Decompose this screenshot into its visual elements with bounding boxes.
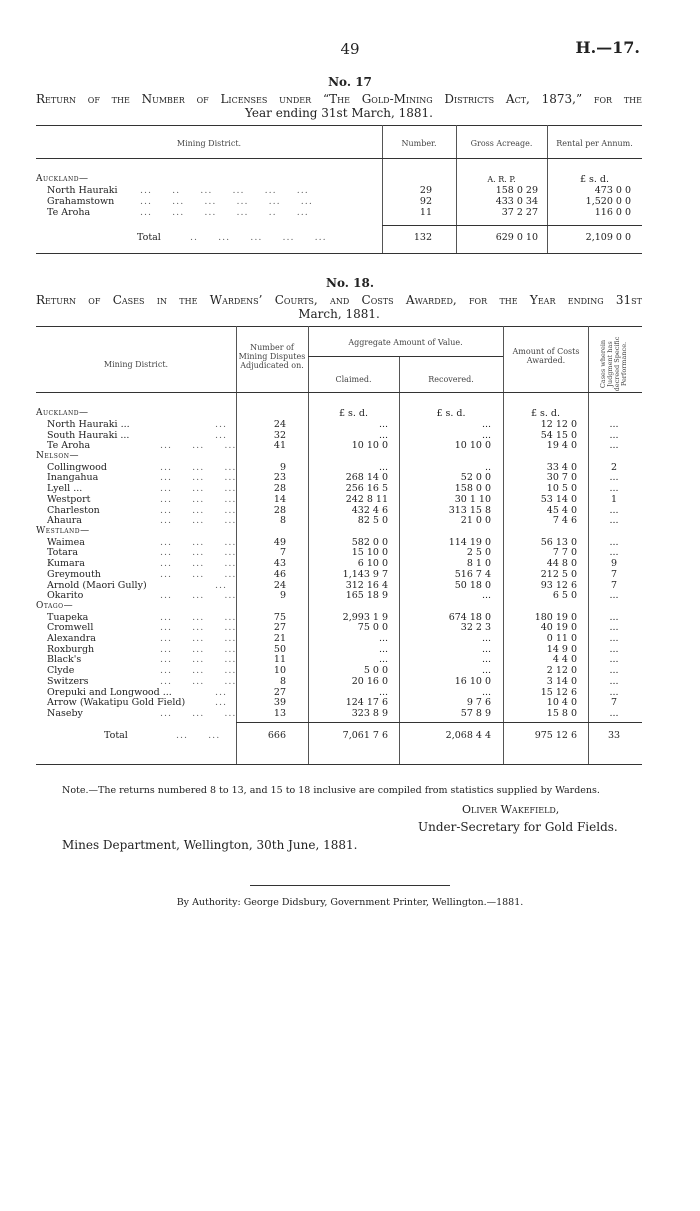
table17-col-acreage: Gross Acreage. bbox=[470, 139, 533, 148]
row-recovered: 57 8 9 bbox=[460, 708, 491, 719]
row-district: Okarito bbox=[47, 590, 84, 601]
row-claimed: 242 8 11 bbox=[345, 494, 388, 505]
leader-dots: ... ... bbox=[176, 730, 221, 741]
row-disputes: 41 bbox=[273, 440, 286, 451]
group-row bbox=[0, 451, 700, 462]
row-recovered: 2 5 0 bbox=[466, 547, 491, 558]
row-district: North Hauraki ... bbox=[47, 419, 130, 430]
row-district: Orepuki and Longwood ... bbox=[47, 687, 172, 698]
row-disputes: 28 bbox=[273, 505, 286, 516]
row-costs: 4 4 0 bbox=[552, 654, 577, 665]
row-district: Totara bbox=[47, 547, 79, 558]
row-claimed: 165 18 9 bbox=[345, 590, 388, 601]
row-district: Tuapeka bbox=[47, 612, 89, 623]
row-recovered: 52 0 0 bbox=[460, 472, 491, 483]
row-rental: 116 0 0 bbox=[594, 207, 631, 218]
row-recovered: 21 0 0 bbox=[460, 515, 491, 526]
total-disputes: 666 bbox=[267, 730, 286, 741]
row-costs: 12 12 0 bbox=[540, 419, 577, 430]
signatory-title: Under-Secretary for Gold Fields. bbox=[418, 820, 618, 834]
table-row bbox=[0, 558, 700, 569]
row-cases: ... bbox=[609, 687, 619, 698]
row-cases: ... bbox=[609, 440, 619, 451]
row-cases: ... bbox=[609, 547, 619, 558]
row-disputes: 7 bbox=[279, 547, 286, 558]
table18-col-recovered: Recovered. bbox=[428, 375, 474, 384]
row-claimed: ... bbox=[378, 462, 388, 473]
table-row bbox=[0, 207, 700, 218]
row-recovered: 516 7 4 bbox=[454, 569, 491, 580]
total-label: Total bbox=[137, 232, 161, 243]
table17-total-rule bbox=[382, 225, 642, 226]
row-recovered: 9 7 6 bbox=[466, 697, 491, 708]
row-claimed: 256 16 5 bbox=[345, 483, 388, 494]
row-costs: 15 12 6 bbox=[540, 687, 577, 698]
row-district: North Hauraki bbox=[47, 185, 118, 196]
row-district: Te Aroha bbox=[47, 440, 91, 451]
table18-aggregate-rule bbox=[308, 356, 503, 357]
row-district: Clyde bbox=[47, 665, 75, 676]
row-claimed: ... bbox=[378, 687, 388, 698]
row-recovered: .. bbox=[484, 462, 491, 473]
leader-dots: ... bbox=[215, 687, 228, 698]
total-number: 132 bbox=[413, 232, 432, 243]
leader-dots: ... ... ... bbox=[160, 440, 237, 451]
table-row bbox=[0, 440, 700, 451]
table18-col-cases bbox=[588, 328, 640, 392]
row-claimed: ... bbox=[378, 419, 388, 430]
leader-dots: .. ... ... ... ... bbox=[190, 232, 327, 243]
row-district: Te Aroha bbox=[47, 207, 91, 218]
row-recovered: 114 19 0 bbox=[448, 537, 491, 548]
row-cases: 7 bbox=[610, 697, 618, 708]
row-disputes: 50 bbox=[273, 644, 286, 655]
leader-dots: ... .. ... ... ... ... bbox=[140, 185, 309, 196]
row-disputes: 10 bbox=[273, 665, 286, 676]
table17-unit-rental: £ s. d. bbox=[579, 174, 610, 185]
row-cases: ... bbox=[609, 419, 619, 430]
leader-dots: ... bbox=[215, 430, 228, 441]
table18-number: No. 18. bbox=[326, 276, 374, 290]
row-recovered: ... bbox=[481, 687, 491, 698]
row-recovered: ... bbox=[481, 430, 491, 441]
row-recovered: 10 10 0 bbox=[454, 440, 491, 451]
cases-header-text: Cases wherein Judgment has decreed Specific Performance. bbox=[599, 336, 628, 392]
row-acreage: 37 2 27 bbox=[501, 207, 538, 218]
row-disputes: 49 bbox=[273, 537, 286, 548]
unit-recovered: £ s. d. bbox=[436, 408, 466, 419]
leader-dots: ... ... ... bbox=[160, 665, 237, 676]
row-cases: ... bbox=[609, 590, 619, 601]
group-row bbox=[0, 526, 700, 537]
row-district: Arnold (Maori Gully) bbox=[47, 580, 147, 591]
row-acreage: 433 0 34 bbox=[495, 196, 538, 207]
row-recovered: 32 2 3 bbox=[460, 622, 491, 633]
table-row bbox=[0, 196, 700, 207]
row-district: Kumara bbox=[47, 558, 85, 569]
document-reference: H.—17. bbox=[575, 38, 640, 57]
table18-col-district: Mining District. bbox=[103, 360, 169, 369]
row-costs: 44 8 0 bbox=[546, 558, 577, 569]
row-cases: ... bbox=[609, 654, 619, 665]
row-disputes: 27 bbox=[273, 622, 286, 633]
row-district: Naseby bbox=[47, 708, 83, 719]
row-recovered: ... bbox=[481, 419, 491, 430]
row-claimed: 5 0 0 bbox=[363, 665, 388, 676]
unit-costs: £ s. d. bbox=[530, 408, 561, 419]
leader-dots: ... ... ... bbox=[160, 676, 237, 687]
row-claimed: 124 17 6 bbox=[345, 697, 388, 708]
place-date: Mines Department, Wellington, 30th June, 1881. bbox=[62, 838, 358, 852]
row-cases: ... bbox=[609, 708, 619, 719]
row-district: Arrow (Wakatipu Gold Field) bbox=[47, 697, 186, 708]
leader-dots: ... ... ... bbox=[160, 654, 237, 665]
leader-dots: ... ... ... bbox=[160, 472, 237, 483]
row-number: 92 bbox=[419, 196, 432, 207]
table18-bottom-rule bbox=[36, 764, 642, 765]
signatory-name: Oliver Wakefield, bbox=[462, 803, 560, 816]
row-cases: 7 bbox=[610, 569, 618, 580]
table17-header-rule bbox=[36, 158, 642, 159]
row-district: Roxburgh bbox=[47, 644, 95, 655]
leader-dots: ... ... ... bbox=[160, 633, 237, 644]
row-recovered: 30 1 10 bbox=[454, 494, 491, 505]
table18-total-row bbox=[0, 730, 700, 741]
leader-dots: ... ... ... bbox=[160, 569, 237, 580]
row-district: Grahamstown bbox=[47, 196, 115, 207]
row-recovered: 8 1 0 bbox=[466, 558, 491, 569]
row-recovered: ... bbox=[481, 633, 491, 644]
row-disputes: 11 bbox=[273, 654, 286, 665]
row-claimed: 2,993 1 9 bbox=[342, 612, 388, 623]
row-district: Ahaura bbox=[47, 515, 82, 526]
row-costs: 15 8 0 bbox=[546, 708, 577, 719]
row-district: Alexandra bbox=[47, 633, 96, 644]
leader-dots: ... ... ... bbox=[160, 505, 237, 516]
table-row bbox=[0, 654, 700, 665]
row-claimed: 20 16 0 bbox=[351, 676, 388, 687]
row-district: Black's bbox=[47, 654, 82, 665]
row-claimed: 6 10 0 bbox=[357, 558, 388, 569]
row-claimed: ... bbox=[378, 430, 388, 441]
row-disputes: 9 bbox=[279, 590, 286, 601]
row-rental: 473 0 0 bbox=[594, 185, 631, 196]
row-costs: 212 5 0 bbox=[540, 569, 577, 580]
table-row bbox=[0, 419, 700, 430]
row-rental: 1,520 0 0 bbox=[585, 196, 631, 207]
row-disputes: 75 bbox=[273, 612, 286, 623]
row-cases: ... bbox=[609, 665, 619, 676]
table17-top-rule bbox=[36, 125, 642, 126]
table17-units-row bbox=[0, 174, 700, 185]
table17-col-rental: Rental per Annum. bbox=[556, 139, 633, 148]
row-disputes: 21 bbox=[273, 633, 286, 644]
leader-dots: ... ... ... bbox=[160, 590, 237, 601]
row-costs: 6 5 0 bbox=[552, 590, 577, 601]
row-cases: ... bbox=[609, 676, 619, 687]
row-cases: 1 bbox=[610, 494, 618, 505]
group-row bbox=[0, 601, 700, 612]
table18-col-claimed: Claimed. bbox=[335, 375, 372, 384]
row-claimed: ... bbox=[378, 633, 388, 644]
table-row bbox=[0, 547, 700, 558]
row-disputes: 9 bbox=[279, 462, 286, 473]
group-label: Westland— bbox=[36, 526, 90, 536]
table17-group-label: Auckland— bbox=[36, 174, 89, 184]
table18-header-rule bbox=[36, 392, 642, 393]
row-costs: 2 12 0 bbox=[546, 665, 577, 676]
row-costs: 7 4 6 bbox=[552, 515, 577, 526]
row-cases: 7 bbox=[610, 580, 618, 591]
row-costs: 40 19 0 bbox=[540, 622, 577, 633]
row-costs: 180 19 0 bbox=[534, 612, 577, 623]
leader-dots: ... ... ... ... .. ... bbox=[140, 207, 309, 218]
row-claimed: 75 0 0 bbox=[357, 622, 388, 633]
table17-title bbox=[36, 92, 642, 120]
row-claimed: ... bbox=[378, 644, 388, 655]
total-cases: 33 bbox=[607, 730, 621, 741]
row-district: Cromwell bbox=[47, 622, 94, 633]
row-district: Charleston bbox=[47, 505, 100, 516]
row-disputes: 32 bbox=[273, 430, 286, 441]
table-row bbox=[0, 676, 700, 687]
leader-dots: ... ... ... bbox=[160, 547, 237, 558]
row-cases: 2 bbox=[610, 462, 618, 473]
row-claimed: 432 4 6 bbox=[351, 505, 388, 516]
group-label: Auckland— bbox=[36, 408, 89, 418]
row-district: Greymouth bbox=[47, 569, 101, 580]
row-costs: 10 4 0 bbox=[546, 697, 577, 708]
leader-dots: ... ... ... bbox=[160, 558, 237, 569]
row-cases: ... bbox=[609, 612, 619, 623]
row-disputes: 14 bbox=[273, 494, 286, 505]
row-cases: ... bbox=[609, 537, 619, 548]
row-costs: 93 12 6 bbox=[540, 580, 577, 591]
table-row bbox=[0, 622, 700, 633]
table-row bbox=[0, 590, 700, 601]
row-district: South Hauraki ... bbox=[47, 430, 130, 441]
row-cases: ... bbox=[609, 515, 619, 526]
row-disputes: 28 bbox=[273, 483, 286, 494]
row-disputes: 23 bbox=[273, 472, 286, 483]
row-claimed: 582 0 0 bbox=[351, 537, 388, 548]
table18-col-aggregate: Aggregate Amount of Value. bbox=[348, 338, 463, 347]
table18-total-rule bbox=[236, 722, 642, 723]
row-disputes: 8 bbox=[279, 515, 286, 526]
row-disputes: 46 bbox=[273, 569, 286, 580]
page-number: 49 bbox=[340, 40, 360, 58]
row-claimed: 82 5 0 bbox=[357, 515, 388, 526]
table18-col-costs: Amount of Costs Awarded. bbox=[512, 347, 580, 365]
row-recovered: 674 18 0 bbox=[448, 612, 491, 623]
table-row bbox=[0, 708, 700, 719]
row-district: Inangahua bbox=[47, 472, 99, 483]
leader-dots: ... ... ... bbox=[160, 644, 237, 655]
row-district: Waimea bbox=[47, 537, 85, 548]
leader-dots: ... ... ... bbox=[160, 622, 237, 633]
leader-dots: ... ... ... bbox=[160, 462, 237, 473]
row-recovered: 16 10 0 bbox=[454, 676, 491, 687]
row-disputes: 13 bbox=[273, 708, 286, 719]
table18-top-rule bbox=[36, 326, 642, 327]
row-cases: 9 bbox=[610, 558, 618, 569]
row-disputes: 39 bbox=[273, 697, 286, 708]
row-claimed: ... bbox=[378, 654, 388, 665]
table17-title-line2: Year ending 31st March, 1881. bbox=[245, 106, 433, 120]
table17-total-row bbox=[0, 232, 700, 243]
table17-col-district: Mining District. bbox=[176, 139, 242, 148]
row-claimed: 15 10 0 bbox=[351, 547, 388, 558]
total-costs: 975 12 6 bbox=[534, 730, 577, 741]
table17-title-line1: Return of the Number of Licenses under “The Gold-Mining Districts Act, 1873,” for the bbox=[36, 92, 642, 106]
row-number: 11 bbox=[419, 207, 432, 218]
row-cases: ... bbox=[609, 622, 619, 633]
row-disputes: 8 bbox=[279, 676, 286, 687]
row-recovered: 313 15 8 bbox=[448, 505, 491, 516]
row-district: Lyell ... bbox=[47, 483, 83, 494]
row-costs: 56 13 0 bbox=[540, 537, 577, 548]
row-costs: 53 14 0 bbox=[540, 494, 577, 505]
row-district: Collingwood bbox=[47, 462, 107, 473]
leader-dots: ... ... ... bbox=[160, 612, 237, 623]
row-claimed: 1,143 9 7 bbox=[342, 569, 388, 580]
row-recovered: 50 18 0 bbox=[454, 580, 491, 591]
table-row bbox=[0, 185, 700, 196]
row-costs: 7 7 0 bbox=[552, 547, 577, 558]
table-row bbox=[0, 697, 700, 708]
total-acreage: 629 0 10 bbox=[495, 232, 538, 243]
table-row bbox=[0, 472, 700, 483]
printer-authority: By Authority: George Didsbury, Government Printer, Wellington.—1881. bbox=[176, 897, 524, 908]
row-claimed: 10 10 0 bbox=[351, 440, 388, 451]
leader-dots: ... ... ... bbox=[160, 483, 237, 494]
leader-dots: ... ... ... bbox=[160, 515, 237, 526]
leader-dots: ... ... ... bbox=[160, 708, 237, 719]
row-cases: ... bbox=[609, 633, 619, 644]
row-cases: ... bbox=[609, 430, 619, 441]
row-disputes: 43 bbox=[273, 558, 286, 569]
unit-claimed: £ s. d. bbox=[338, 408, 369, 419]
table-row bbox=[0, 494, 700, 505]
total-claimed: 7,061 7 6 bbox=[342, 730, 388, 741]
row-district: Westport bbox=[47, 494, 91, 505]
row-recovered: ... bbox=[481, 644, 491, 655]
leader-dots: ... ... ... bbox=[160, 494, 237, 505]
footer-rule bbox=[250, 885, 450, 886]
row-cases: ... bbox=[609, 505, 619, 516]
table-row bbox=[0, 569, 700, 580]
row-disputes: 27 bbox=[273, 687, 286, 698]
row-recovered: ... bbox=[481, 590, 491, 601]
row-costs: 45 4 0 bbox=[546, 505, 577, 516]
table18-title-line2: March, 1881. bbox=[298, 307, 380, 321]
table17-number: No. 17 bbox=[328, 75, 372, 89]
row-recovered: ... bbox=[481, 654, 491, 665]
row-costs: 30 7 0 bbox=[546, 472, 577, 483]
total-rental: 2,109 0 0 bbox=[585, 232, 631, 243]
row-costs: 3 14 0 bbox=[546, 676, 577, 687]
group-label: Nelson— bbox=[36, 451, 80, 461]
table18-units-row bbox=[0, 408, 700, 419]
footnote: Note.—The returns numbered 8 to 13, and 15 to 18 inclusive are compiled from statistics supplied by Wardens. bbox=[62, 785, 600, 796]
row-costs: 10 5 0 bbox=[546, 483, 577, 494]
leader-dots: ... bbox=[215, 419, 228, 430]
leader-dots: ... ... ... ... ... ... bbox=[140, 196, 313, 207]
row-number: 29 bbox=[419, 185, 432, 196]
row-acreage: 158 0 29 bbox=[495, 185, 538, 196]
table18-title-line1: Return of Cases in the Wardens’ Courts, and Costs Awarded, for the Year ending 31st bbox=[36, 293, 642, 307]
row-costs: 54 15 0 bbox=[540, 430, 577, 441]
table-row bbox=[0, 633, 700, 644]
total-recovered: 2,068 4 4 bbox=[445, 730, 491, 741]
leader-dots: ... ... ... bbox=[160, 537, 237, 548]
table17-col-number: Number. bbox=[401, 139, 437, 148]
table18-title bbox=[36, 293, 642, 321]
table17-unit-acreage: A. R. P. bbox=[487, 175, 516, 184]
table-row bbox=[0, 483, 700, 494]
row-claimed: 323 8 9 bbox=[351, 708, 388, 719]
row-cases: ... bbox=[609, 483, 619, 494]
row-recovered: ... bbox=[481, 665, 491, 676]
total-label: Total bbox=[104, 730, 128, 741]
row-costs: 19 4 0 bbox=[546, 440, 577, 451]
row-recovered: 158 0 0 bbox=[454, 483, 491, 494]
row-claimed: 268 14 0 bbox=[345, 472, 388, 483]
row-cases: ... bbox=[609, 472, 619, 483]
leader-dots: ... bbox=[215, 580, 228, 591]
row-costs: 33 4 0 bbox=[546, 462, 577, 473]
table-row bbox=[0, 515, 700, 526]
leader-dots: ... bbox=[215, 697, 228, 708]
table18-col-disputes: Number of Mining Disputes Adjudicated on. bbox=[238, 343, 306, 370]
group-label: Otago— bbox=[36, 601, 74, 611]
row-district: Switzers bbox=[47, 676, 89, 687]
table17-bottom-rule bbox=[36, 253, 642, 254]
row-cases: ... bbox=[609, 644, 619, 655]
row-disputes: 24 bbox=[273, 419, 286, 430]
row-claimed: 312 16 4 bbox=[345, 580, 388, 591]
row-costs: 14 9 0 bbox=[546, 644, 577, 655]
row-disputes: 24 bbox=[273, 580, 286, 591]
row-costs: 0 11 0 bbox=[546, 633, 577, 644]
table-row bbox=[0, 665, 700, 676]
